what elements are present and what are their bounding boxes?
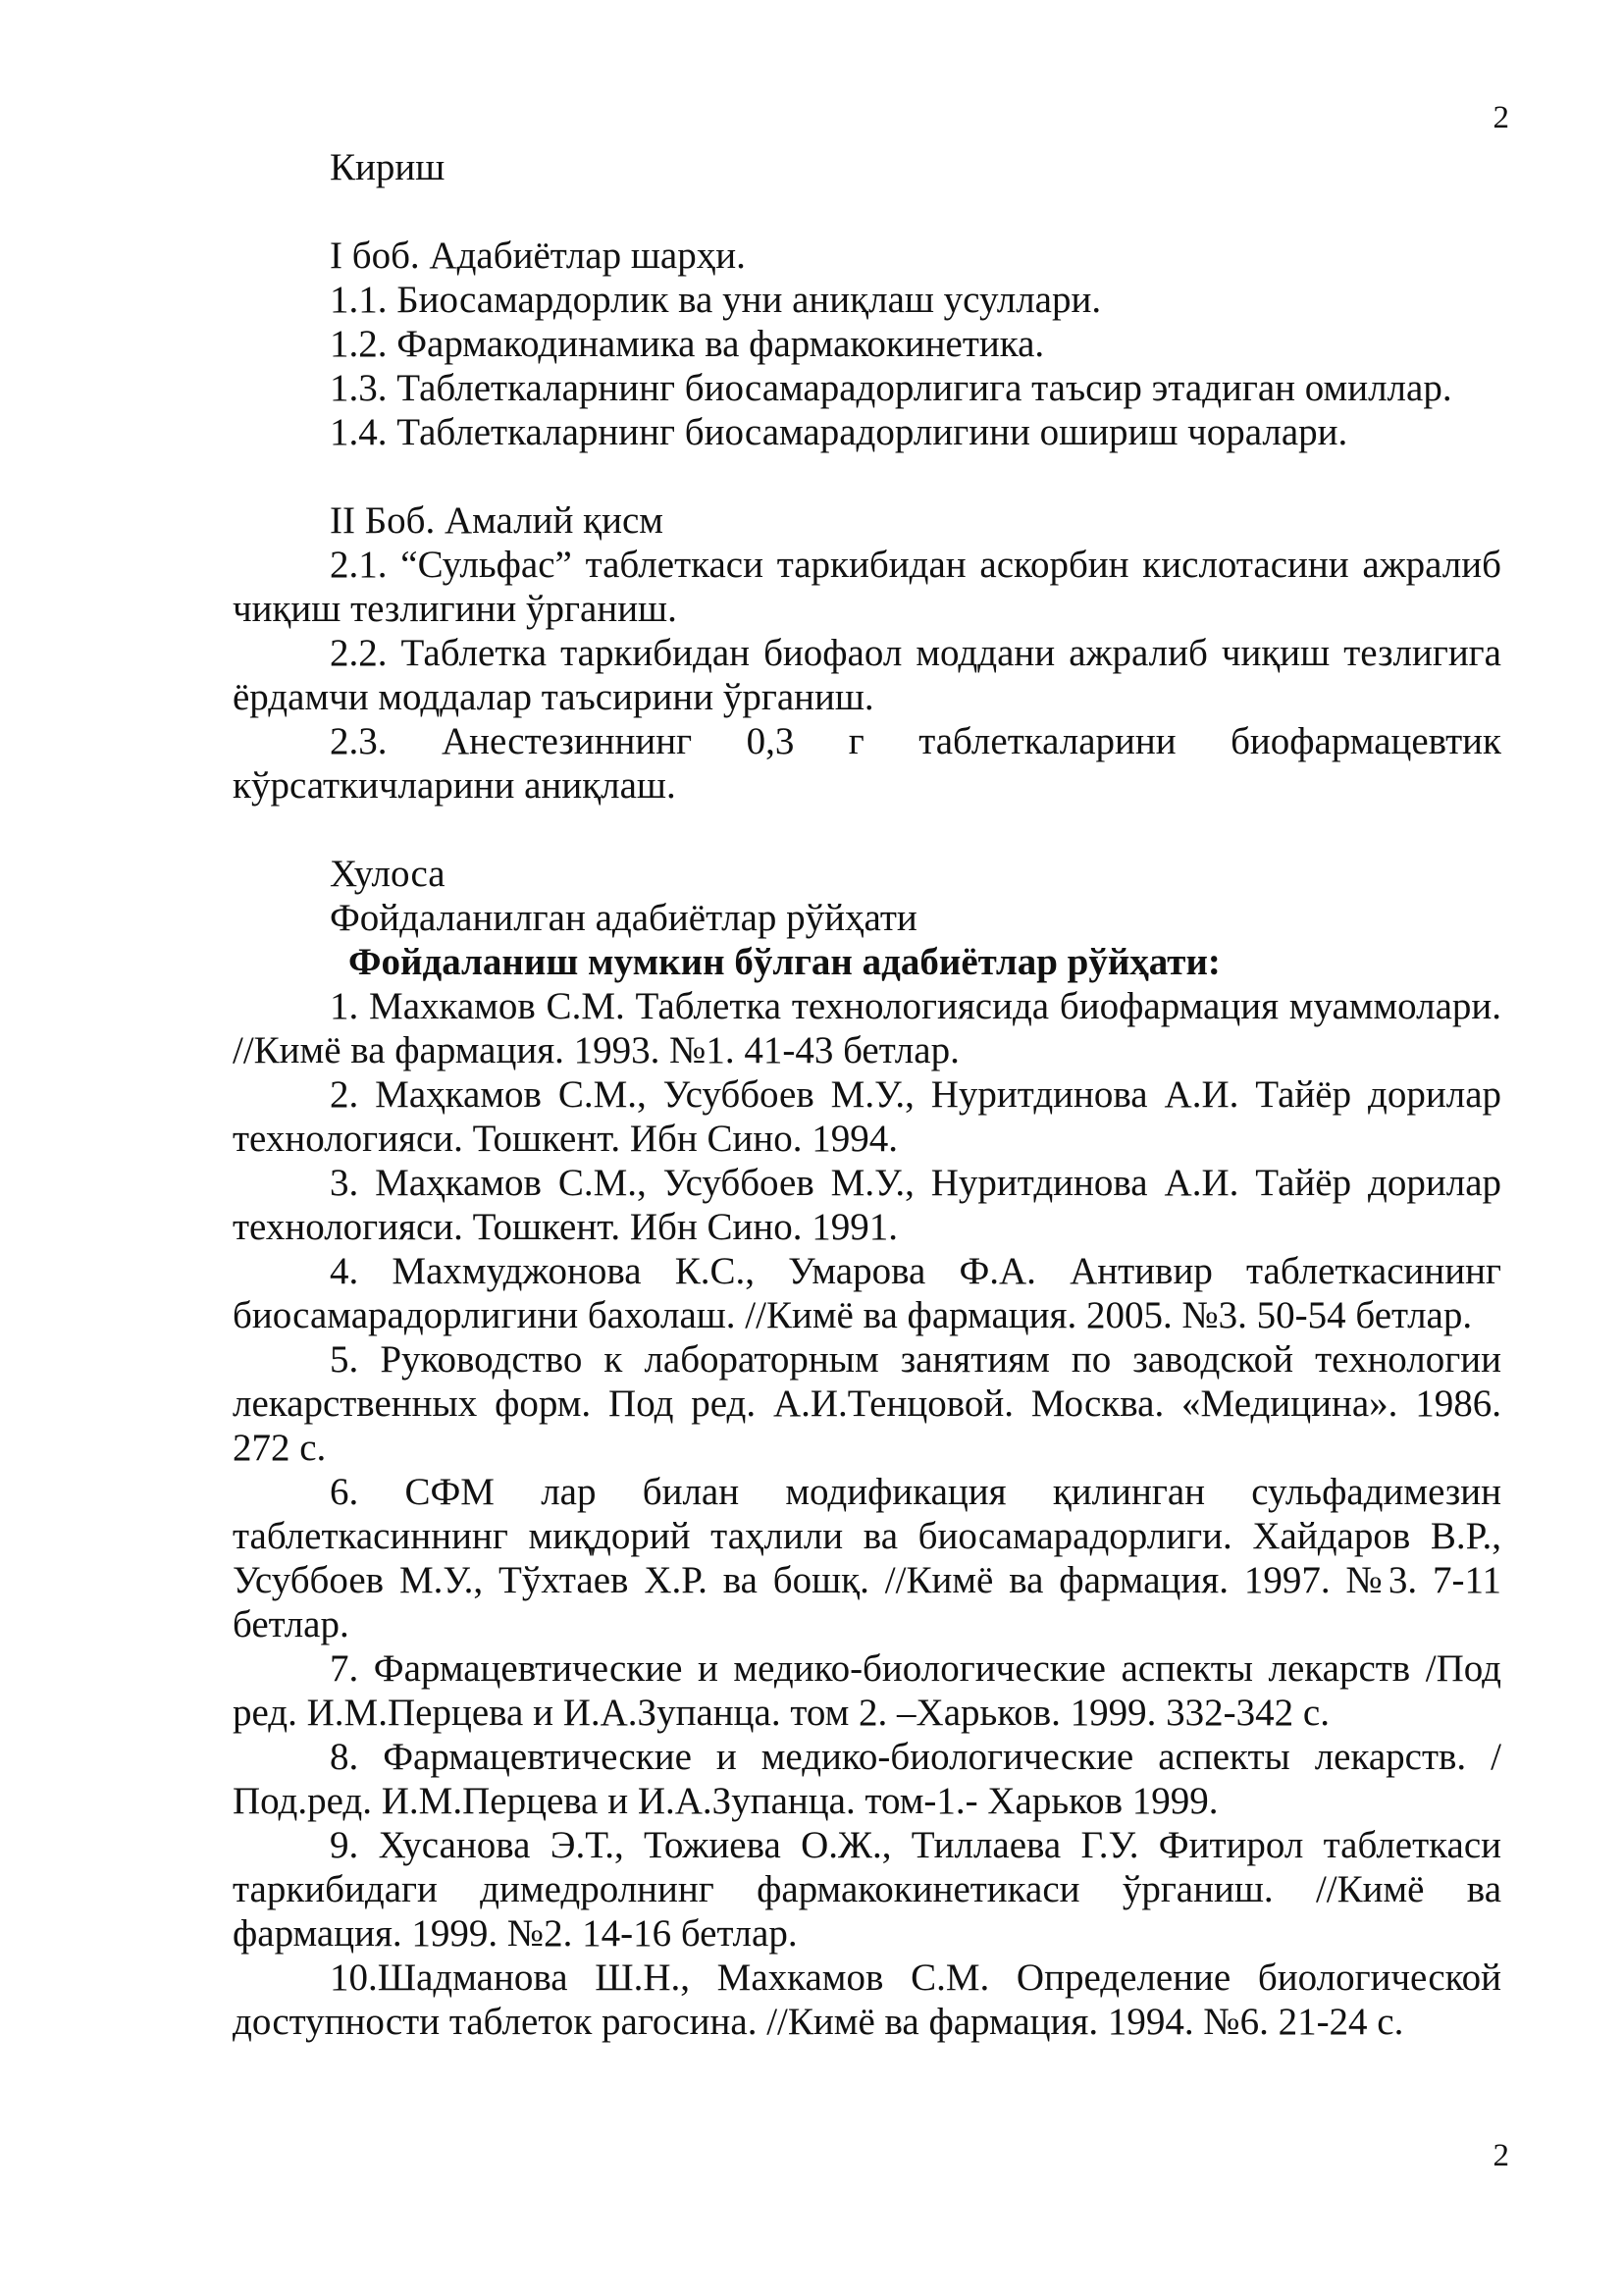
page-content [233,145,1501,2044]
toc-conclusion: Хулоса [330,853,445,895]
reference-item: 7. Фармацевтические и медико-биологические аспекты лекарств /Под ред. И.М.Перцева и И.А.Зупанца. том 2. –Харьков. 1999. 332-342 с. [233,1647,1501,1734]
toc-item: 1.2. Фармакодинамика ва фармакокинетика. [330,323,1045,365]
toc-chapter1-title: I боб. Адабиётлар шарҳи. [330,235,746,277]
reference-item: 5. Руководство к лабораторным занятиям по заводской технологии лекарственных форм. Под ред. А.И.Тенцовой. Москва. «Медицина». 1986. 272 с. [233,1338,1501,1469]
toc-chapter2-title: II Боб. Амалий қисм [330,499,663,542]
page-number-bottom: 2 [1493,2138,1509,2173]
toc-item: 2.2. Таблетка таркибидан биофаол моддани ажралиб чиқиш тезлигига ёрдамчи моддалар таъсирини ўрганиш. [233,632,1501,718]
reference-item: 9. Хусанова Э.Т., Тожиева О.Ж., Тиллаева Г.У. Фитирол таблеткаси таркибидаги димедролнинг фармакокинетикаси ўрганиш. //Кимё ва фармация. 1999. №2. 14-16 бетлар. [233,1824,1501,1955]
toc-item: 1.3. Таблеткаларнинг биосамарадорлигига таъсир этадиган омиллар. [330,367,1452,409]
reference-item: 2. Маҳкамов С.М., Усуббоев М.У., Нуритдинова А.И. Тайёр дорилар технологияси. Тошкент. Ибн Сино. 1994. [233,1073,1501,1160]
reference-item: 8. Фармацевтические и медико-биологические аспекты лекарств. /Под.ред. И.М.Перцева и И.А.Зупанца. том-1.- Харьков 1999. [233,1736,1501,1822]
reference-item: 10.Шадманова Ш.Н., Махкамов С.М. Определение биологической доступности таблеток рагосина. //Кимё ва фармация. 1994. №6. 21-24 с. [233,1957,1501,2043]
toc-intro: Кириш [330,146,445,188]
reference-item: 4. Махмуджонова К.С., Умарова Ф.А. Антивир таблеткасининг биосамарадорлигини бахолаш. //Кимё ва фармация. 2005. №3. 50-54 бетлар. [233,1250,1501,1336]
reference-item: 6. СФМ лар билан модификация қилинган сульфадимезин таблеткасиннинг миқдорий таҳлили ва биосамарадорлиги. Хайдаров В.Р., Усуббоев М.У., Тўхтаев Х.Р. ва бошқ. //Кимё ва фармация. 1997. №3. 7-11 бетлар. [233,1471,1501,1645]
page-number-top: 2 [1493,100,1509,135]
references-title: Фойдаланиш мумкин бўлган адабиётлар рўйҳати: [348,941,1221,983]
reference-item: 1. Махкамов С.М. Таблетка технологиясида биофармация муаммолари. //Кимё ва фармация. 1993. №1. 41-43 бетлар. [233,985,1501,1071]
reference-item: 3. Маҳкамов С.М., Усуббоев М.У., Нуритдинова А.И. Тайёр дорилар технологияси. Тошкент. Ибн Сино. 1991. [233,1162,1501,1248]
toc-item: 2.3. Анестезиннинг 0,3 г таблеткаларини биофармацевтик кўрсаткичларини аниқлаш. [233,720,1501,807]
toc-item: 1.4. Таблеткаларнинг биосамарадорлигини ошириш чоралари. [330,411,1348,453]
toc-item: 1.1. Биосамардорлик ва уни аниқлаш усуллари. [330,279,1102,321]
toc-bibliography: Фойдаланилган адабиётлар рўйҳати [330,897,917,939]
toc-item: 2.1. “Сульфас” таблеткаси таркибидан аскорбин кислотасини ажралиб чиқиш тезлигини ўрганиш. [233,544,1501,630]
